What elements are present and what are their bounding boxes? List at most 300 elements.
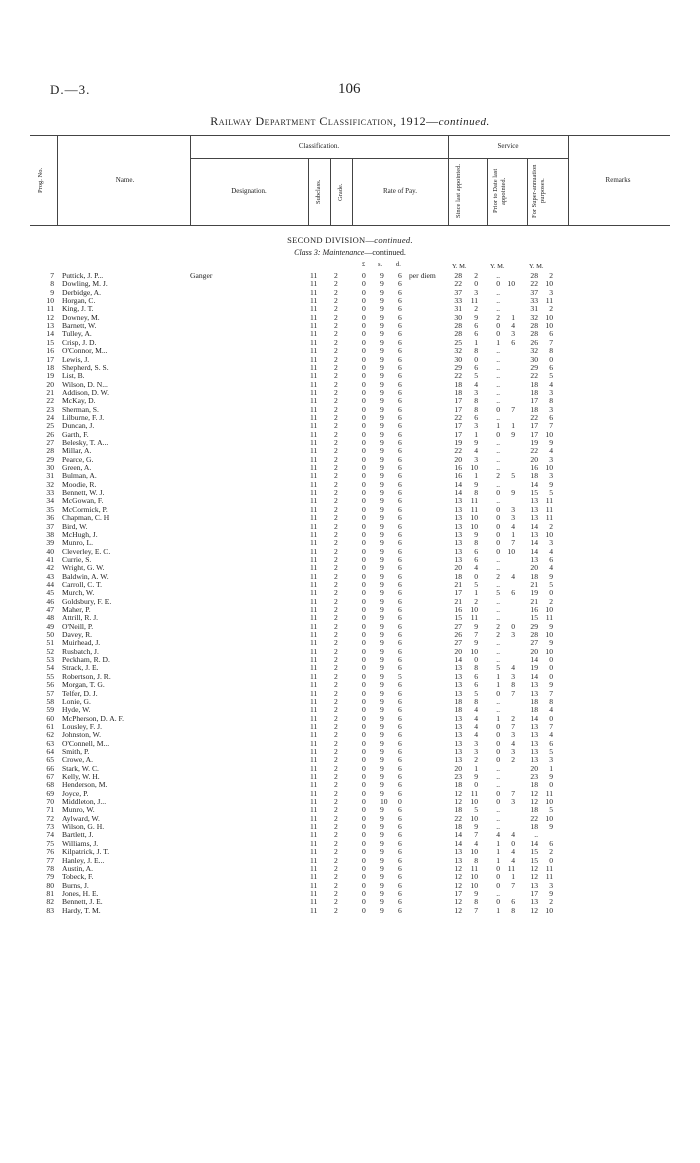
cell-since-years: 22 — [454, 371, 462, 381]
cell-subclass: 11 — [310, 571, 318, 581]
cell-super-months: 11 — [545, 513, 553, 523]
cell-super-years: 13 — [530, 496, 538, 506]
cell-super-years: 30 — [530, 354, 538, 364]
cell-since-years: 37 — [454, 287, 462, 297]
cell-super-years: 14 — [530, 546, 538, 556]
cell-rate-shillings: 9 — [380, 780, 384, 790]
cell-rate-period: per diem — [409, 271, 436, 280]
cell-super-months: 0 — [549, 588, 553, 598]
cell-subclass: 11 — [310, 354, 318, 364]
cell-grade: 2 — [334, 396, 338, 406]
cell-since-months: 5 — [474, 371, 478, 381]
cell-super-years: 21 — [530, 596, 538, 606]
cell-since-years: 14 — [454, 488, 462, 498]
cell-since-months: 10 — [470, 880, 478, 890]
table-row — [0, 798, 700, 806]
cell-super-years: 29 — [530, 621, 538, 631]
cell-super-months: 5 — [549, 488, 553, 498]
cell-rate-pence: 6 — [398, 463, 402, 473]
cell-super-months: 5 — [549, 579, 553, 589]
cell-prior-years: 4 — [496, 830, 500, 840]
cell-super-years: 31 — [530, 304, 538, 314]
cell-subclass: 11 — [310, 563, 318, 573]
cell-prog-no: 68 — [46, 780, 54, 790]
cell-rate-pence: 6 — [398, 705, 402, 715]
cell-prior-years: 0 — [496, 538, 500, 548]
cell-subclass: 11 — [310, 463, 318, 473]
cell-rate-pence: 6 — [398, 713, 402, 723]
cell-since-months: 8 — [474, 696, 478, 706]
class-prefix: Class 3: — [294, 248, 323, 257]
cell-since-years: 13 — [454, 521, 462, 531]
cell-super-months: 7 — [549, 721, 553, 731]
table-row — [0, 531, 700, 539]
cell-rate-shillings: 9 — [380, 337, 384, 347]
cell-since-months: 11 — [470, 613, 478, 623]
cell-super-years: 22 — [530, 446, 538, 456]
cell-super-months: 5 — [549, 746, 553, 756]
cell-super-years: 32 — [530, 312, 538, 322]
cell-grade: 2 — [334, 646, 338, 656]
cell-rate-pounds: 0 — [362, 396, 366, 406]
col-rule — [487, 158, 488, 225]
cell-prog-no: 17 — [46, 354, 54, 364]
cell-since-months: 11 — [470, 504, 478, 514]
cell-super-years: 14 — [530, 713, 538, 723]
cell-super-years: 13 — [530, 688, 538, 698]
cell-rate-pence: 6 — [398, 638, 402, 648]
cell-rate-shillings: 9 — [380, 822, 384, 832]
cell-prog-no: 64 — [46, 746, 54, 756]
cell-prog-no: 24 — [46, 412, 54, 422]
cell-name: Bennett, W. J. — [62, 488, 105, 498]
cell-since-months: 6 — [474, 554, 478, 564]
cell-rate-pence: 6 — [398, 838, 402, 848]
table-row — [0, 656, 700, 664]
col-header-classification: Classification. — [298, 142, 340, 150]
cell-prog-no: 57 — [46, 688, 54, 698]
cell-since-months: 6 — [474, 680, 478, 690]
cell-subclass: 11 — [310, 554, 318, 564]
cell-prior-years: .. — [496, 646, 500, 656]
cell-super-months: 11 — [545, 872, 553, 882]
cell-rate-shillings: 9 — [380, 688, 384, 698]
cell-name: Moodie, R. — [62, 479, 97, 489]
cell-subclass: 11 — [310, 346, 318, 356]
table-row — [0, 481, 700, 489]
cell-super-months: 11 — [545, 613, 553, 623]
cell-name: Middleton, J... — [62, 797, 107, 807]
cell-prog-no: 69 — [46, 788, 54, 798]
cell-super-months: 3 — [549, 880, 553, 890]
cell-name: Downey, M. — [62, 312, 100, 322]
cell-subclass: 11 — [310, 321, 318, 331]
cell-since-months: 7 — [474, 630, 478, 640]
cell-rate-pounds: 0 — [362, 822, 366, 832]
cell-rate-shillings: 9 — [380, 304, 384, 314]
table-row — [0, 422, 700, 430]
cell-rate-pence: 6 — [398, 646, 402, 656]
table-row — [0, 815, 700, 823]
cell-prog-no: 56 — [46, 680, 54, 690]
cell-prog-no: 77 — [46, 855, 54, 865]
cell-rate-pounds: 0 — [362, 872, 366, 882]
cell-rate-shillings: 9 — [380, 588, 384, 598]
cell-prior-years: 0 — [496, 429, 500, 439]
cell-rate-pounds: 0 — [362, 488, 366, 498]
cell-prog-no: 74 — [46, 830, 54, 840]
cell-rate-shillings: 9 — [380, 521, 384, 531]
cell-subclass: 11 — [310, 905, 318, 915]
cell-subclass: 11 — [310, 838, 318, 848]
cell-since-years: 17 — [454, 421, 462, 431]
cell-prog-no: 75 — [46, 838, 54, 848]
cell-super-months: 6 — [549, 738, 553, 748]
cell-prior-years: 1 — [496, 838, 500, 848]
cell-rate-pounds: 0 — [362, 429, 366, 439]
table-row — [0, 406, 700, 414]
cell-super-months: 7 — [549, 337, 553, 347]
cell-super-years: 37 — [530, 287, 538, 297]
cell-grade: 2 — [334, 471, 338, 481]
table-row — [0, 690, 700, 698]
cell-prior-years: .. — [496, 438, 500, 447]
cell-super-months: 4 — [549, 730, 553, 740]
cell-rate-shillings: 9 — [380, 321, 384, 331]
cell-subclass: 11 — [310, 362, 318, 372]
cell-subclass: 11 — [310, 454, 318, 464]
cell-rate-pence: 6 — [398, 371, 402, 381]
col-header-subclass: Subclass. — [315, 179, 322, 205]
cell-prior-years: .. — [496, 296, 500, 306]
cell-rate-shillings: 9 — [380, 271, 384, 280]
cell-since-months: 4 — [474, 705, 478, 715]
cell-rate-pounds: 0 — [362, 638, 366, 648]
cell-since-months: 1 — [474, 588, 478, 598]
cell-super-months: 11 — [545, 788, 553, 798]
cell-prog-no: 54 — [46, 663, 54, 673]
cell-rate-shillings: 9 — [380, 696, 384, 706]
cell-prior-months: 3 — [511, 630, 515, 640]
cell-grade: 2 — [334, 446, 338, 456]
cell-super-months: 9 — [549, 621, 553, 631]
cell-prog-no: 71 — [46, 805, 54, 815]
cell-grade: 2 — [334, 905, 338, 915]
cell-rate-pounds: 0 — [362, 329, 366, 339]
cell-super-months: 3 — [549, 454, 553, 464]
cell-rate-pounds: 0 — [362, 855, 366, 865]
cell-prior-months: 6 — [511, 588, 515, 598]
table-row — [0, 806, 700, 814]
cell-since-months: 7 — [474, 905, 478, 915]
cell-name: McGowan, F. — [62, 496, 104, 506]
cell-name: Austin, A. — [62, 863, 94, 873]
table-row — [0, 623, 700, 631]
cell-super-months: 10 — [545, 605, 553, 614]
cell-rate-pence: 6 — [398, 897, 402, 907]
cell-grade: 2 — [334, 746, 338, 756]
cell-grade: 2 — [334, 863, 338, 873]
cell-super-months: 2 — [549, 521, 553, 531]
cell-grade: 2 — [334, 813, 338, 823]
cell-prior-years: 0 — [496, 797, 500, 807]
cell-grade: 2 — [334, 563, 338, 573]
cell-super-years: .. — [534, 830, 538, 840]
cell-grade: 2 — [334, 755, 338, 765]
cell-super-years: 20 — [530, 563, 538, 573]
classification-underline — [190, 158, 448, 159]
cell-name: Wilson, G. H. — [62, 822, 105, 832]
col-header-designation: Designation. — [231, 187, 267, 195]
cell-since-months: 0 — [474, 655, 478, 665]
cell-grade: 2 — [334, 797, 338, 807]
cell-rate-shillings: 9 — [380, 730, 384, 740]
cell-rate-pence: 6 — [398, 438, 402, 447]
cell-prog-no: 39 — [46, 538, 54, 548]
cell-name: Hardy, T. M. — [62, 905, 101, 915]
cell-super-months: 0 — [549, 671, 553, 681]
cell-grade: 2 — [334, 596, 338, 606]
cell-prior-months: 4 — [511, 321, 515, 331]
cell-super-months: 3 — [549, 471, 553, 481]
cell-since-months: 6 — [474, 412, 478, 422]
cell-rate-pence: 6 — [398, 847, 402, 857]
cell-rate-shillings: 9 — [380, 354, 384, 364]
cell-name: Strack, J. E. — [62, 663, 99, 673]
cell-since-years: 13 — [454, 721, 462, 731]
cell-since-years: 30 — [454, 312, 462, 322]
cell-prior-years: 5 — [496, 663, 500, 673]
cell-rate-pounds: 0 — [362, 897, 366, 907]
cell-rate-pence: 6 — [398, 454, 402, 464]
cell-super-years: 29 — [530, 362, 538, 372]
cell-rate-pounds: 0 — [362, 546, 366, 556]
cell-grade: 2 — [334, 571, 338, 581]
cell-prior-years: .. — [496, 454, 500, 464]
cell-prior-months: 7 — [511, 688, 515, 698]
cell-super-years: 14 — [530, 521, 538, 531]
cell-prior-months: 7 — [511, 538, 515, 548]
cell-rate-pounds: 0 — [362, 496, 366, 506]
cell-since-months: 11 — [470, 788, 478, 798]
cell-subclass: 11 — [310, 797, 318, 807]
cell-rate-pounds: 0 — [362, 579, 366, 589]
table-row — [0, 556, 700, 564]
cell-rate-pounds: 0 — [362, 296, 366, 306]
cell-prior-years: 0 — [496, 897, 500, 907]
cell-prog-no: 14 — [46, 329, 54, 339]
cell-super-years: 17 — [530, 429, 538, 439]
cell-subclass: 11 — [310, 738, 318, 748]
cell-prior-years: .. — [496, 412, 500, 422]
cell-rate-pence: 6 — [398, 721, 402, 731]
cell-name: Kelly, W. H. — [62, 772, 100, 781]
cell-prior-months: 7 — [511, 788, 515, 798]
cell-super-months: 9 — [549, 822, 553, 832]
cell-subclass: 11 — [310, 822, 318, 832]
cell-prior-years: .. — [496, 387, 500, 397]
cell-super-months: 4 — [549, 446, 553, 456]
cell-since-years: 18 — [454, 571, 462, 581]
cell-super-months: 0 — [549, 855, 553, 865]
cell-prog-no: 46 — [46, 596, 54, 606]
cell-rate-shillings: 9 — [380, 680, 384, 690]
cell-rate-shillings: 9 — [380, 663, 384, 673]
cell-grade: 2 — [334, 579, 338, 589]
cell-super-months: 9 — [549, 772, 553, 781]
cell-rate-pence: 6 — [398, 538, 402, 548]
cell-super-years: 22 — [530, 279, 538, 289]
cell-subclass: 11 — [310, 287, 318, 297]
cell-prior-years: .. — [496, 579, 500, 589]
cell-prior-months: 1 — [511, 421, 515, 431]
cell-name: Carroll, C. T. — [62, 579, 103, 589]
cell-super-months: 8 — [549, 696, 553, 706]
cell-prior-years: .. — [496, 354, 500, 364]
cell-since-years: 13 — [454, 688, 462, 698]
cell-since-months: 1 — [474, 763, 478, 773]
cell-since-months: 4 — [474, 379, 478, 389]
cell-prior-years: 0 — [496, 488, 500, 498]
cell-subclass: 11 — [310, 830, 318, 840]
cell-grade: 2 — [334, 613, 338, 623]
cell-prior-years: .. — [496, 496, 500, 506]
cell-rate-shillings: 9 — [380, 479, 384, 489]
cell-since-years: 15 — [454, 613, 462, 623]
cell-prog-no: 32 — [46, 479, 54, 489]
cell-prior-years: 0 — [496, 880, 500, 890]
cell-since-months: 11 — [470, 296, 478, 306]
cell-grade: 2 — [334, 529, 338, 539]
table-row — [0, 781, 700, 789]
cell-subclass: 11 — [310, 847, 318, 857]
cell-super-years: 18 — [530, 471, 538, 481]
table-row — [0, 389, 700, 397]
cell-grade: 2 — [334, 772, 338, 781]
cell-since-years: 21 — [454, 579, 462, 589]
title-main: Railway Department Classification, 1912— — [210, 114, 439, 128]
cell-subclass: 11 — [310, 746, 318, 756]
cell-super-months: 1 — [549, 763, 553, 773]
cell-rate-pounds: 0 — [362, 538, 366, 548]
cell-name: Chapman, C. H — [62, 513, 110, 523]
unit-pence: d. — [396, 261, 401, 268]
cell-since-years: 13 — [454, 538, 462, 548]
cell-super-months: 9 — [549, 680, 553, 690]
cell-grade: 2 — [334, 830, 338, 840]
cell-rate-pence: 6 — [398, 362, 402, 372]
cell-grade: 2 — [334, 312, 338, 322]
cell-rate-shillings: 9 — [380, 805, 384, 815]
cell-super-years: 17 — [530, 396, 538, 406]
col-rule — [57, 135, 58, 225]
cell-prior-years: 2 — [496, 312, 500, 322]
cell-rate-pence: 6 — [398, 404, 402, 414]
cell-subclass: 11 — [310, 479, 318, 489]
cell-super-months: 0 — [549, 713, 553, 723]
cell-prior-years: .. — [496, 888, 500, 898]
cell-since-months: 5 — [474, 688, 478, 698]
cell-super-years: 18 — [530, 387, 538, 397]
cell-grade: 2 — [334, 671, 338, 681]
cell-since-months: 10 — [470, 513, 478, 523]
cell-subclass: 11 — [310, 421, 318, 431]
cell-subclass: 11 — [310, 271, 318, 280]
cell-grade: 2 — [334, 454, 338, 464]
cell-super-months: 7 — [549, 688, 553, 698]
col-header-grade: Grade. — [337, 183, 344, 201]
cell-super-years: 12 — [530, 863, 538, 873]
cell-prior-years: .. — [496, 396, 500, 406]
cell-rate-pence: 6 — [398, 863, 402, 873]
cell-rate-pounds: 0 — [362, 379, 366, 389]
division-heading — [0, 235, 700, 245]
cell-super-years: 14 — [530, 538, 538, 548]
cell-rate-shillings: 9 — [380, 838, 384, 848]
cell-since-months: 8 — [474, 404, 478, 414]
cell-prog-no: 49 — [46, 621, 54, 631]
cell-prior-years: .. — [496, 371, 500, 381]
cell-super-years: 19 — [530, 438, 538, 447]
cell-rate-pounds: 0 — [362, 387, 366, 397]
cell-rate-pence: 6 — [398, 680, 402, 690]
cell-super-years: 22 — [530, 371, 538, 381]
cell-since-months: 1 — [474, 429, 478, 439]
cell-since-months: 9 — [474, 621, 478, 631]
class-heading — [0, 248, 700, 257]
cell-rate-shillings: 9 — [380, 421, 384, 431]
cell-super-months: 3 — [549, 287, 553, 297]
cell-rate-shillings: 9 — [380, 563, 384, 573]
cell-since-years: 28 — [454, 271, 462, 280]
cell-since-years: 27 — [454, 621, 462, 631]
cell-rate-pence: 6 — [398, 412, 402, 422]
cell-rate-pounds: 0 — [362, 780, 366, 790]
cell-rate-pounds: 0 — [362, 738, 366, 748]
cell-rate-shillings: 9 — [380, 905, 384, 915]
cell-since-years: 13 — [454, 513, 462, 523]
cell-super-years: 22 — [530, 412, 538, 422]
cell-super-months: 10 — [545, 321, 553, 331]
cell-grade: 2 — [334, 387, 338, 397]
cell-prior-years: 0 — [496, 872, 500, 882]
table-row — [0, 748, 700, 756]
cell-since-months: 6 — [474, 546, 478, 556]
cell-rate-pence: 6 — [398, 571, 402, 581]
table-row — [0, 280, 700, 288]
table-row — [0, 907, 700, 915]
cell-super-years: 18 — [530, 571, 538, 581]
cell-rate-pounds: 0 — [362, 479, 366, 489]
cell-rate-pounds: 0 — [362, 888, 366, 898]
cell-grade: 2 — [334, 496, 338, 506]
cell-grade: 2 — [334, 721, 338, 731]
cell-since-years: 31 — [454, 304, 462, 314]
cell-grade: 2 — [334, 763, 338, 773]
cell-prior-years: 0 — [496, 521, 500, 531]
cell-prog-no: 42 — [46, 563, 54, 573]
cell-rate-pounds: 0 — [362, 705, 366, 715]
cell-since-months: 4 — [474, 713, 478, 723]
cell-since-years: 27 — [454, 638, 462, 648]
cell-grade: 2 — [334, 696, 338, 706]
cell-subclass: 11 — [310, 513, 318, 523]
cell-since-years: 14 — [454, 838, 462, 848]
cell-super-months: 0 — [549, 663, 553, 673]
cell-rate-pence: 6 — [398, 905, 402, 915]
cell-prior-years: 1 — [496, 855, 500, 865]
cell-super-years: 13 — [530, 897, 538, 907]
